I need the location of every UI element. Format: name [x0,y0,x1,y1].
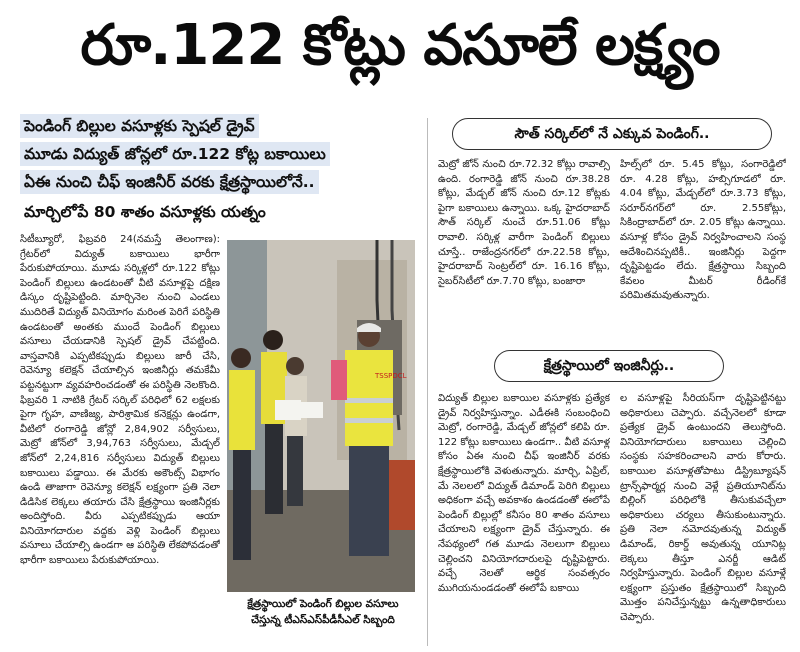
subhead-3: ఏఈ నుంచి చీఫ్ ఇంజినీర్ వరకు క్షేత్రస్థాయిలోనే.. [20,170,319,194]
article-column-5: ల వసూళ్లపై సీరియస్‌గా దృష్టిపెట్టినట్టు అధికారులు చెప్పారు. వచ్చేనెలలో కూడా ప్రత్యేక డ్రైవ్ ఉంటుందని తెలుస్తోంది. వినియోగదారులు బకాయిలు చెల్లించి సంస్థకు సహకరించాలని వారు కోరారు. బకాయిల వసూళ్లతోపాటు డిస్ట్రిబ్యూషన్ ట్రాన్స్‌ఫార్మర్ల నుంచి వెళ్లే ప్రతియూనిట్‌ను బిల్లింగ్ పరిధిలోకి తీసుకువచ్చేలా అధికారులు చర్యలు తీసుకుంటున్నారు. ప్రతి నెలా నమోదవుతున్న విద్యుత్ డిమాండ్, రికార్డ్ అవుతున్న యూనిట్ల లెక్కలు తీస్తూ ఎనర్జీ ఆడిట్ నిర్వహిస్తున్నారు. పెండింగ్ బిల్లుల వసూళ్లే లక్ష్యంగా ప్రస్తుతం క్షేత్రస్థాయిలో సిబ్బంది మొత్తం పనిచేస్తున్నట్టు ఉన్నతాధికారులు చెప్పారు. [620,393,786,623]
box-heading-south-circle: సౌత్ సర్కిల్‌లో నే ఎక్కువ పెండింగ్.. [452,118,772,150]
article-photo [227,240,415,592]
article-column-3: హిల్స్‌లో రూ. 5.45 కోట్లు, సంగారెడ్డిలో రూ. 4.28 కోట్లు, హబ్సిగూడలో రూ. 4.04 కోట్లు, మేడ్చల్‌లో రూ.3.73 కోట్లు, సరూర్‌నగర్‌లో రూ. 2.55కోట్లు, సికింద్రాబాద్‌లో రూ. 2.05 కోట్లు ఉన్నాయి. వసూళ్ల కోసం డ్రైవ్ నిర్వహించాలని సంస్థ ఆదేశించినప్పటికీ.. ఇంజినీర్లు పెద్దగా దృష్టిపెట్టడం లేదు. క్షేత్రస్థాయి సిబ్బంది కేవలం మీటర్ రీడింగ్‌కే పరిమితమవుతున్నారు. [620,159,786,302]
subhead-4: మార్చిలోపే 80 శాతం వసూళ్లకు యత్నం [24,203,266,221]
subhead-2: మూడు విద్యుత్ జోన్లలో రూ.122 కోట్ల బకాయిలు [20,142,330,166]
field-staff-photo [227,240,415,592]
headline: రూ.122 కోట్లు వసూలే లక్ష్యం [80,12,720,78]
article-column-4: విద్యుత్ బిల్లుల బకాయిల వసూళ్లకు ప్రత్యేక డ్రైవ్ నిర్వహిస్తున్నాం. ఎడీఈకి సంబంధించి మెట్రో, రంగారెడ్డి, మేడ్చల్ జోన్లలో కలిపి రూ. 122 కోట్లు బకాయిలు ఉండగా.. వీటి వసూళ్ల కోసం ఏఈ నుంచి చీఫ్ ఇంజినీర్ వరకు క్షేత్రస్థాయిలోకి వెళుతున్నారు. మార్చి, ఏప్రిల్, మే నెలలలో విద్యుత్ డిమాండ్ పెరిగి బిల్లులు అధికంగా వచ్చే అవకాశం ఉండడంతో ఈలోపే పెండింగ్ బిల్లుల్లో కనీసం 80 శాతం వసూలు చేయాలని లక్ష్యంగా డ్రైవ్ చేస్తున్నారు. ఈ నేపథ్యంలో గత మూడు నెలలుగా బిల్లులు చెల్లించని వినియోగదారులపై దృష్టిపెట్టారు. వచ్చే నెలతో ఆర్థిక సంవత్సరం ముగియనుండడంతో ఈలోపే బకాయి [438,393,610,594]
article-column-1: సిటీబ్యూరో, ఫిబ్రవరి 24(నమస్తే తెలంగాణ): గ్రేటర్‌లో విద్యుత్ బకాయిలు భారీగా పేరుకుపోయాయి. మూడు సర్కిళ్లలో రూ.122 కోట్లు పెండింగ్ బిల్లులు ఉండటంతో వీటి వసూళ్లపై దక్షిణ డిస్కం దృష్టిపెట్టింది. మార్చినెల నుంచి ఎండలు ముదిరితే విద్యుత్ వినియోగం మరింత పెరిగే పరిస్థితి ఉండటంతో అంతకు ముందే పెండింగ్ బిల్లులు వసూలు చేయడానికి స్పెషల్ డ్రైవ్ చేపట్టింది. వాస్తవానికి ఎప్పటికప్పుడు బిల్లులు జారీ చేసి, రెవెన్యూ కలెక్షన్ చేయాల్సిన ఇంజినీర్లు తమకేమీ పట్టనట్టుగా వ్యవహరించడంతో ఈ పరిస్థితి నెలకొంది. ఫిబ్రవరి 1 నాటికి గ్రేటర్ సర్కిల్ పరిధిలో 62 లక్షలకు పైగా గృహ, వాణిజ్య, పారిశ్రామిక కనెక్షన్లు ఉండగా, వీటిలో రంగారెడ్డి జోన్లో 2,84,902 సర్వీసులు, మెట్రో జోన్‌లో 3,94,763 సర్వీసులు, మేడ్చల్ జోన్‌లో 2,24,816 సర్వీసులు విద్యుత్ బిల్లులు బకాయిలు పడ్డాయి. ఈ మేరకు అకౌంట్స్ విభాగం ఉండి తాజాగా రెవెన్యూ కలెక్షన్ లక్ష్యంగా ప్రతి నెలా డిడిసిక లెక్కలు తయారు చేసి క్షేత్రస్థాయి ఇంజినీర్లకు అందిస్తోంది. వీరు ఎప్పటికప్పుడు ఆయా వినియోగదారుల వద్దకు వెళ్లి పెండింగ్ బిల్లులు వసూలు చేయాల్సి ఉండగా ఆ పరిస్థితి లేకపోవడంతో భారీగా బకాయిలు పేరుకుపోయాయి. [20,234,220,567]
photo-caption: క్షేత్రస్థాయిలో పెండింగ్ బిల్లుల వసూలు చేస్తున్న టీఎస్‌ఎస్‌పీడీసీఎల్ సిబ్బంది [247,598,399,626]
article-column-2: మెట్రో జోన్ నుంచి రూ.72.32 కోట్లు రావాల్సి ఉంది. రంగారెడ్డి జోన్ నుంచి రూ.38.28 కోట్లు, మేడ్చల్ జోన్ నుంచి రూ.12 కోట్లకు పైగా బకాయిలు ఉన్నాయి. ఒక్క హైదరాబాద్ సౌత్ సర్కిల్ నుంచే రూ.51.06 కోట్లు రావాలి. సర్కిళ్ల వారీగా పెండింగ్ బిల్లులు చూస్తే.. రాజేంద్రనగర్‌లో రూ.22.58 కోట్లు, హైదరాబాద్ సెంట్రల్‌లో రూ. 16.16 కోట్లు, సైబర్‌సిటీలో రూ.7.70 కోట్లు, బంజారా [438,159,610,287]
box-heading-engineers: క్షేత్రస్థాయిలో ఇంజినీర్లు.. [494,350,724,382]
column-divider [427,118,428,646]
vest-badge: TSSPDCL [375,372,407,380]
subhead-1: పెండింగ్ బిల్లుల వసూళ్లకు స్పెషల్ డ్రైవ్ [20,114,259,138]
